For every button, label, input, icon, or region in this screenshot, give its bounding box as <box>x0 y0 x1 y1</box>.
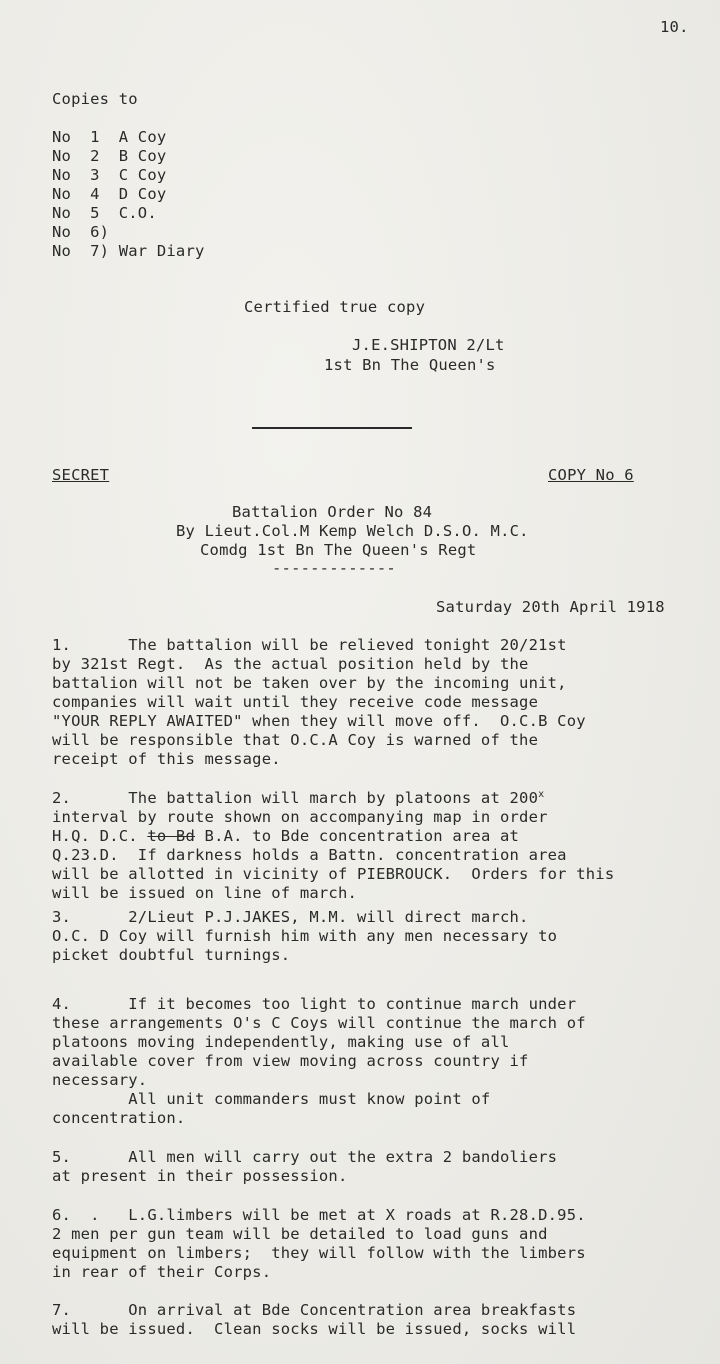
copies-distribution-list: No 1 A Coy No 2 B Coy No 3 C Coy No 4 D Coy No 5 C.O. No 6) No 7) War Diary <box>52 128 205 260</box>
secret-label: SECRET <box>52 466 110 484</box>
copies-title: Copies to <box>52 90 138 108</box>
paragraph-2-line2: interval by route shown on accompanying map in order <box>52 808 548 826</box>
order-title: Battalion Order No 84 <box>232 503 433 521</box>
page-number: 10. <box>660 18 689 36</box>
paragraph-2-strikethrough: to Bd <box>147 827 195 845</box>
paragraph-6: 6. . L.G.limbers will be met at X roads at R.28.D.95. 2 men per gun team will be detailed to load guns and equipment on limbers; they will follow with the limbers in rear of their Corps. <box>52 1206 586 1281</box>
paragraph-4: 4. If it becomes too light to continue march under these arrangements O's C Coys will continue the march of platoons moving independently, making use of all available cover from view moving across country if necessary. <box>52 995 586 1089</box>
order-issuer: By Lieut.Col.M Kemp Welch D.S.O. M.C. <box>176 522 529 540</box>
paragraph-2-line3-end: B.A. to Bde concentration area at <box>195 827 520 845</box>
paragraph-7: 7. On arrival at Bde Concentration area breakfasts will be issued. Clean socks will be issued, socks will <box>52 1301 577 1338</box>
paragraph-3: 3. 2/Lieut P.J.JAKES, M.M. will direct march. O.C. D Coy will furnish him with any men necessary to picket doubtful turnings. <box>52 908 558 964</box>
paragraph-2-superscript: x <box>538 788 545 800</box>
paragraph-5: 5. All men will carry out the extra 2 bandoliers at present in their possession. <box>52 1148 558 1185</box>
paragraph-4-continued: All unit commanders must know point of concentration. <box>52 1090 491 1127</box>
copy-number: COPY No 6 <box>548 466 634 484</box>
certifier-unit: 1st Bn The Queen's <box>324 356 496 374</box>
paragraph-1: 1. The battalion will be relieved tonight 20/21st by 321st Regt. As the actual position held by the battalion will not be taken over by the incoming unit, companies will wait until they receive code message "YOUR REPLY AWAITED" when they will move off. O.C.B Coy will be responsible that O.C.A Coy is warned of the receipt of this message. <box>52 636 586 768</box>
heading-underline: ------------- <box>272 559 396 577</box>
paragraph-2-line1: 2. The battalion will march by platoons at 200 <box>52 789 539 807</box>
order-command: Comdg 1st Bn The Queen's Regt <box>200 541 477 559</box>
paragraph-2-line3-start: H.Q. D.C. <box>52 827 148 845</box>
section-divider <box>252 427 412 429</box>
certified-true-copy: Certified true copy <box>244 298 426 316</box>
order-date: Saturday 20th April 1918 <box>436 598 665 616</box>
certifier-name: J.E.SHIPTON 2/Lt <box>352 336 505 354</box>
paragraph-2 <box>52 789 614 903</box>
paragraph-2-rest: Q.23.D. If darkness holds a Battn. concentration area will be allotted in vicinity of PIEBROUCK. Orders for this will be issued on line of march. <box>52 846 615 902</box>
